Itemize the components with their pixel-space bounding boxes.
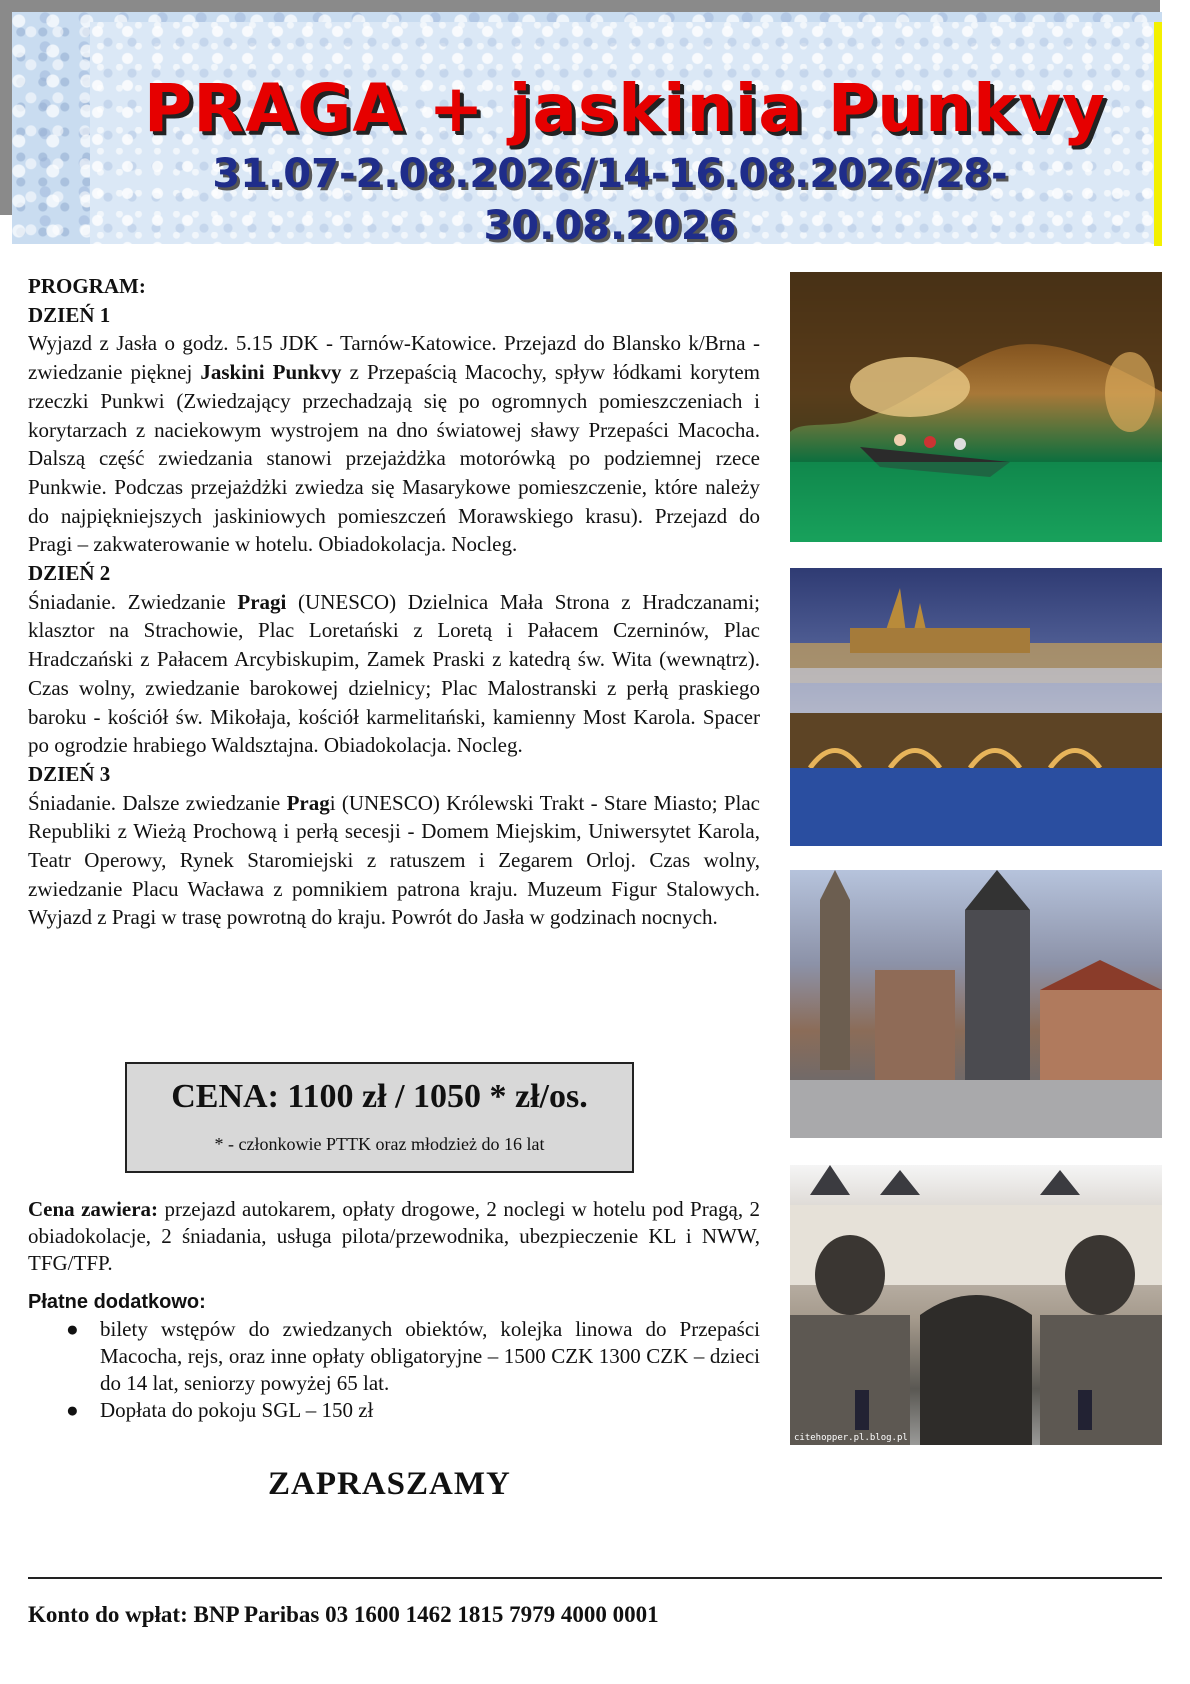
day-2-text-a: Śniadanie. Zwiedzanie bbox=[28, 589, 238, 614]
day-2-label: DZIEŃ 2 bbox=[28, 561, 111, 586]
price-includes-text: przejazd autokarem, opłaty drogowe, 2 noclegi w hotelu pod Pragą, 2 obiadokolacje, 2 śniadania, usługa pilota/przewodnika, ubezpieczenie KL i NWW, TFG/TFP. bbox=[28, 1197, 761, 1275]
photo-watermark: citehopper.pl.blog.pl bbox=[794, 1433, 908, 1443]
banner-frame-left bbox=[0, 0, 12, 215]
trip-dates-line-2: 30.08.2026 bbox=[483, 203, 737, 249]
day-3-text-b: i (UNESCO) Królewski Trakt - Stare Miasto; Plac Republiki z Wieżą Prochową i perłą secesji - Domem Miejskim, Uniwersytet Karola, Teatr Operowy, Rynek Staromiejski z ratuszem i Zegarem Orloj. Czas wolny, zwiedzanie Placu Wacława z pomnikiem patrona kraju. Muzeum Figur Stalowych. Wyjazd z Pragi w trasę powrotną do kraju. Powrót do Jasła w godzinach nocnych. bbox=[28, 790, 760, 930]
day-3-label: DZIEŃ 3 bbox=[28, 761, 111, 786]
extras-item-text: Dopłata do pokoju SGL – 150 zł bbox=[100, 1398, 374, 1422]
price-main: CENA: 1100 zł / 1050 * zł/os. bbox=[171, 1078, 588, 1115]
program-heading: PROGRAM: bbox=[28, 274, 146, 298]
extras-title: Płatne dodatkowo: bbox=[28, 1291, 206, 1313]
day-3-text-a: Śniadanie. Dalsze zwiedzanie bbox=[28, 790, 287, 815]
day-3-text bbox=[28, 789, 760, 933]
price-box bbox=[125, 1062, 634, 1173]
day-1-text bbox=[28, 329, 760, 559]
trip-dates bbox=[170, 148, 1050, 252]
day-1-text-b: z Przepaścią Macochy, spływ łódkami korytem rzeczki Punkwi (Zwiedzający przechadzają się po ogromnych pomieszczeniach i korytarzach z naciekowym wystrojem na dno światowej sławy Przepaści Macocha. Dalszą część zwiedzania stanowi przejażdżka motorówką po podziemnej rzece Punkwie. Podczas przejażdżki zwiedza się Masarykowe pomieszczenie, które należy do najpiękniejszych jaskiniowych pomieszczeń Morawskiego krasu). Przejazd do Pragi – zakwaterowanie w hotelu. Obiadokolacja. Nocleg. bbox=[28, 360, 760, 557]
old-town-tower-photo bbox=[790, 870, 1162, 1138]
day-1-highlight: Jaskini Punkvy bbox=[200, 360, 342, 385]
banner-frame-top bbox=[0, 0, 1160, 12]
prague-castle-photo bbox=[790, 568, 1162, 846]
divider bbox=[28, 1577, 1162, 1579]
cave-boat-photo bbox=[790, 272, 1162, 542]
tower-illustration bbox=[790, 870, 1162, 1138]
list-item bbox=[60, 1316, 760, 1397]
program-section bbox=[28, 272, 760, 932]
extras-list bbox=[60, 1316, 760, 1424]
invitation: ZAPRASZAMY bbox=[268, 1466, 511, 1502]
price-note: * - członkowie PTTK oraz młodzież do 16 lat bbox=[214, 1134, 545, 1154]
castle-gate-photo bbox=[790, 1165, 1162, 1445]
extras-item-text: bilety wstępów do zwiedzanych obiektów, kolejka linowa do Przepaści Macocha, rejs, oraz inne opłaty obligatoryjne – 1500 CZK 1300 CZK – dzieci do 14 lat, seniorzy powyżej 65 lat. bbox=[100, 1317, 760, 1395]
castle-bridge-illustration bbox=[790, 568, 1162, 846]
day-1-text-a: Wyjazd z Jasła o godz. 5.15 JDK - Tarnów-Katowice. Przejazd do Blansko k/Brna - zwiedzanie pięknej bbox=[28, 331, 760, 385]
trip-dates-line-1: 31.07-2.08.2026/14-16.08.2026/28- bbox=[212, 151, 1008, 197]
price-includes bbox=[28, 1196, 760, 1277]
day-2-text bbox=[28, 588, 760, 760]
list-item bbox=[60, 1397, 760, 1424]
header-banner bbox=[0, 0, 1190, 250]
day-3-highlight: Prag bbox=[286, 790, 330, 815]
bank-account: Konto do wpłat: BNP Paribas 03 1600 1462 1815 7979 4000 0001 bbox=[28, 1602, 659, 1627]
gate-illustration bbox=[790, 1165, 1162, 1445]
day-2-highlight: Pragi bbox=[237, 589, 287, 614]
page-title: PRAGA + jaskinia Punkvy bbox=[143, 70, 1107, 147]
day-1-label: DZIEŃ 1 bbox=[28, 302, 111, 327]
bullet-icon: ● bbox=[66, 1398, 79, 1422]
price-includes-label: Cena zawiera: bbox=[28, 1197, 159, 1221]
bullet-icon: ● bbox=[66, 1317, 79, 1341]
day-2-text-b: (UNESCO) Dzielnica Mała Strona z Hradczanami; klasztor na Strachowie, Plac Loretański z Loretą i Pałacem Czerninów, Plac Hradczański z Pałacem Arcybiskupim, Zamek Praski z katedrą św. Wita (wewnątrz). Czas wolny, zwiedzanie barokowej dzielnicy; Plac Malostranski z perłą praskiego baroku - kościół św. Mikołaja, kościół karmelitański, kamienny Most Karola. Spacer po ogrodzie hrabiego Waldsztajna. Obiadokolacja. Nocleg. bbox=[28, 589, 760, 758]
cave-illustration bbox=[790, 272, 1162, 542]
